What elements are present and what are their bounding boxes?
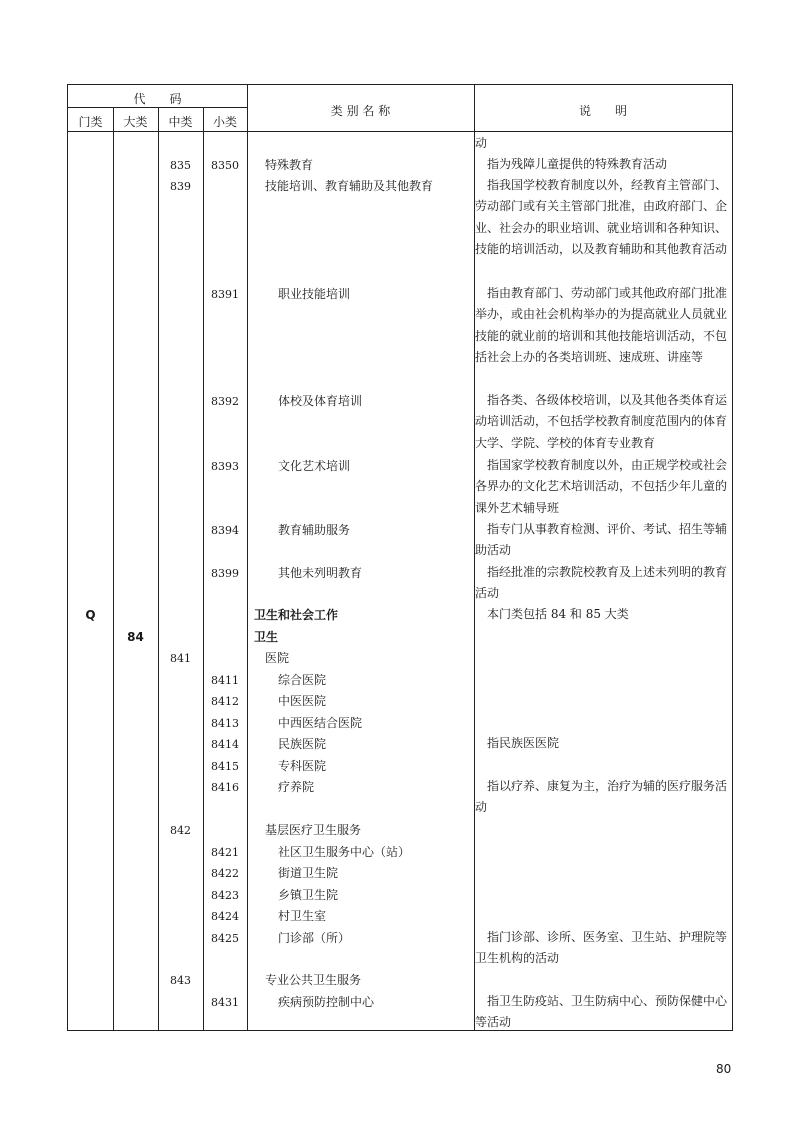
header-name: 类 别 名 称: [330, 104, 391, 118]
da-name: 卫生: [254, 630, 279, 644]
xiao-code: 8413: [211, 717, 239, 730]
xiao-code: 8412: [211, 695, 239, 708]
xiao-code: 8350: [211, 159, 239, 172]
category-description: 动: [475, 136, 488, 150]
category-description: 指以疗养、康复为主，治疗为辅的医疗服务活动: [475, 779, 728, 815]
classification-table: [67, 84, 733, 1031]
category-description: 指卫生防疫站、卫生防病中心、预防保健中心等活动: [475, 994, 728, 1030]
category-name: 疗养院: [278, 780, 315, 794]
category-description: 指国家学校教育制度以外，由正规学校或社会各界办的文化艺术培训活动，不包括少年儿童的课外艺术辅导班: [475, 458, 728, 515]
xiao-code: 8394: [211, 524, 239, 537]
category-name: 门诊部（所）: [278, 931, 351, 945]
xiao-code: 8411: [211, 674, 239, 687]
col-divider-da: [158, 108, 159, 1030]
xiao-code: 8422: [211, 867, 239, 880]
category-name: 乡镇卫生院: [278, 888, 339, 902]
category-name: 体校及体育培训: [278, 394, 363, 408]
xiao-code: 8391: [211, 288, 239, 301]
zhong-code: 841: [170, 652, 191, 665]
zhong-code: 839: [170, 180, 191, 193]
xiao-code: 8414: [211, 738, 239, 751]
category-name: 村卫生室: [278, 909, 327, 923]
zhong-code: 835: [170, 159, 191, 172]
category-name: 基层医疗卫生服务: [265, 823, 362, 837]
category-description: 指民族医医院: [487, 736, 560, 750]
category-description: 指各类、各级体校培训，以及其他各类体育运动培训活动，不包括学校教育制度范围内的体育大学、学院、学校的体育专业教育: [475, 393, 728, 450]
xiao-code: 8423: [211, 889, 239, 902]
category-name: 专业公共卫生服务: [265, 973, 362, 987]
category-name: 社区卫生服务中心（站）: [278, 845, 411, 859]
category-name: 职业技能培训: [278, 287, 351, 301]
zhong-code: 842: [170, 824, 191, 837]
category-name: 医院: [265, 651, 290, 665]
xiao-code: 8392: [211, 395, 239, 408]
category-description: 指门诊部、诊所、医务室、卫生站、护理院等卫生机构的活动: [475, 930, 728, 966]
category-description: 指由教育部门、劳动部门或其他政府部门批准举办，或由社会机构举办的为提高就业人员就业技能的就业前的培训和其他技能培训活动，不包括社会上办的各类培训班、速成班、讲座等: [475, 286, 728, 364]
xiao-code: 8415: [211, 760, 239, 773]
xiao-code: 8424: [211, 910, 239, 923]
category-name: 街道卫生院: [278, 866, 339, 880]
col-divider-xiao: [247, 85, 248, 1030]
xiao-code: 8431: [211, 996, 239, 1009]
da-code: 84: [127, 630, 144, 644]
header-desc: 说 明: [578, 104, 627, 118]
category-name: 中医医院: [278, 694, 327, 708]
header-zhong: 中类: [168, 115, 193, 129]
category-name: 综合医院: [278, 673, 327, 687]
men-name: 卫生和社会工作: [254, 608, 339, 622]
xiao-code: 8399: [211, 567, 239, 580]
xiao-code: 8393: [211, 460, 239, 473]
category-description: 指我国学校教育制度以外，经教育主管部门、劳动部门或有关主管部门批准，由政府部门、企业、社会办的职业培训、就业培训和各种知识、技能的培训活动，以及教育辅助和其他教育活动: [475, 178, 728, 256]
header-xiao: 小类: [212, 115, 237, 129]
zhong-code: 843: [170, 974, 191, 987]
header-da: 大类: [123, 115, 148, 129]
header-subrule: [68, 107, 247, 108]
header-code-group: 代 码: [133, 92, 182, 106]
category-description: 指经批准的宗教院校教育及上述未列明的教育活动: [475, 565, 728, 601]
category-name: 教育辅助服务: [278, 523, 351, 537]
category-name: 专科医院: [278, 759, 327, 773]
col-divider-men: [113, 108, 114, 1030]
header-men: 门类: [78, 115, 103, 129]
xiao-code: 8416: [211, 781, 239, 794]
category-description: 指为残障儿童提供的特殊教育活动: [487, 157, 668, 171]
category-name: 疾病预防控制中心: [278, 995, 375, 1009]
category-name: 特殊教育: [265, 158, 314, 172]
category-name: 中西医结合医院: [278, 716, 363, 730]
category-name: 其他未列明教育: [278, 566, 363, 580]
category-name: 民族医院: [278, 737, 327, 751]
category-name: 技能培训、教育辅助及其他教育: [265, 179, 434, 193]
xiao-code: 8425: [211, 932, 239, 945]
category-description: 指专门从事教育检测、评价、考试、招生等辅助活动: [475, 522, 728, 558]
category-name: 文化艺术培训: [278, 459, 351, 473]
header-bottom-rule: [68, 131, 732, 132]
category-description: 本门类包括 84 和 85 大类: [487, 607, 629, 621]
men-code: Q: [85, 608, 96, 622]
page-number: 80: [716, 1062, 732, 1076]
xiao-code: 8421: [211, 846, 239, 859]
